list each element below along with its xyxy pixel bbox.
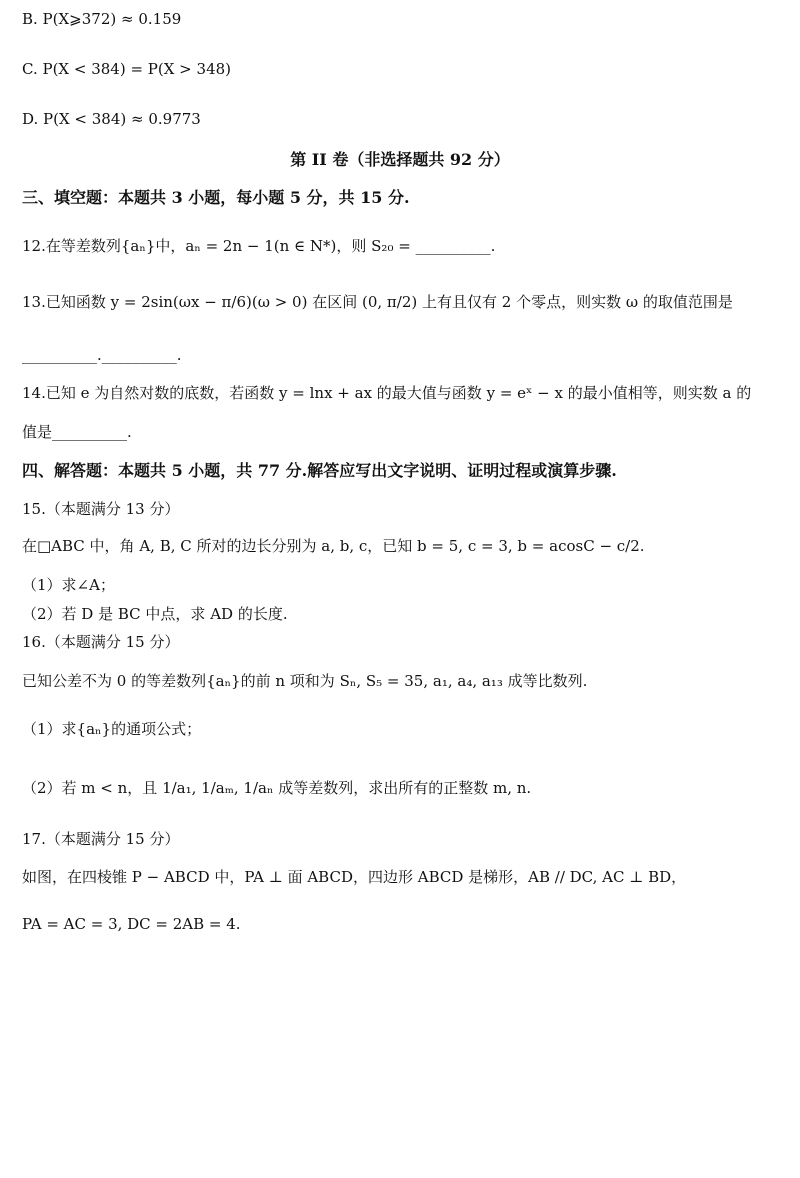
question-16-body: 已知公差不为 0 的等差数列{aₙ}的前 n 项和为 Sₙ, S₅ = 35, a₁, a₄, a₁₃ 成等比数列.: [22, 672, 588, 690]
question-13-answer-blanks: __________.__________.: [22, 346, 182, 364]
question-12: 12.在等差数列{aₙ}中，aₙ = 2n − 1(n ∈ N*)，则 S₂₀ = __________.: [22, 237, 496, 255]
question-17-conditions: PA = AC = 3, DC = 2AB = 4.: [22, 915, 241, 933]
question-13: 13.已知函数 y = 2sin(ωx − π/6)(ω > 0) 在区间 (0, π/2) 上有且仅有 2 个零点，则实数 ω 的取值范围是: [22, 293, 733, 311]
question-16-title: 16.（本题满分 15 分）: [22, 633, 180, 651]
solution-heading: 四、解答题：本题共 5 小题，共 77 分.解答应写出文字说明、证明过程或演算步骤.: [22, 461, 617, 480]
question-16-part-2: （2）若 m < n，且 1/a₁, 1/aₘ, 1/aₙ 成等差数列，求出所有的正整数 m, n.: [22, 779, 532, 797]
fill-in-heading: 三、填空题：本题共 3 小题，每小题 5 分，共 15 分.: [22, 188, 410, 207]
question-15-title: 15.（本题满分 13 分）: [22, 500, 180, 518]
question-15-part-2: （2）若 D 是 BC 中点，求 AD 的长度.: [22, 605, 288, 623]
question-14: 14.已知 e 为自然对数的底数，若函数 y = lnx + ax 的最大值与函数 y = eˣ − x 的最小值相等，则实数 a 的: [22, 384, 752, 402]
option-c: C. P(X < 384) = P(X > 348): [22, 60, 232, 78]
question-17-body: 如图，在四棱锥 P − ABCD 中，PA ⊥ 面 ABCD，四边形 ABCD 是梯形，AB // DC, AC ⊥ BD，: [22, 868, 687, 886]
option-d: D. P(X < 384) ≈ 0.9773: [22, 110, 201, 128]
question-17-title: 17.（本题满分 15 分）: [22, 830, 180, 848]
question-16-part-1: （1）求{aₙ}的通项公式；: [22, 720, 202, 738]
option-b: B. P(X⩾372) ≈ 0.159: [22, 10, 182, 28]
question-14-answer: 值是__________.: [22, 423, 132, 441]
section-2-title: 第 II 卷（非选择题共 92 分）: [290, 150, 510, 169]
question-15-part-1: （1）求∠A；: [22, 576, 115, 594]
question-15-body: 在□ABC 中，角 A, B, C 所对的边长分别为 a, b, c，已知 b = 5, c = 3, b = acosC − c/2.: [22, 537, 645, 555]
